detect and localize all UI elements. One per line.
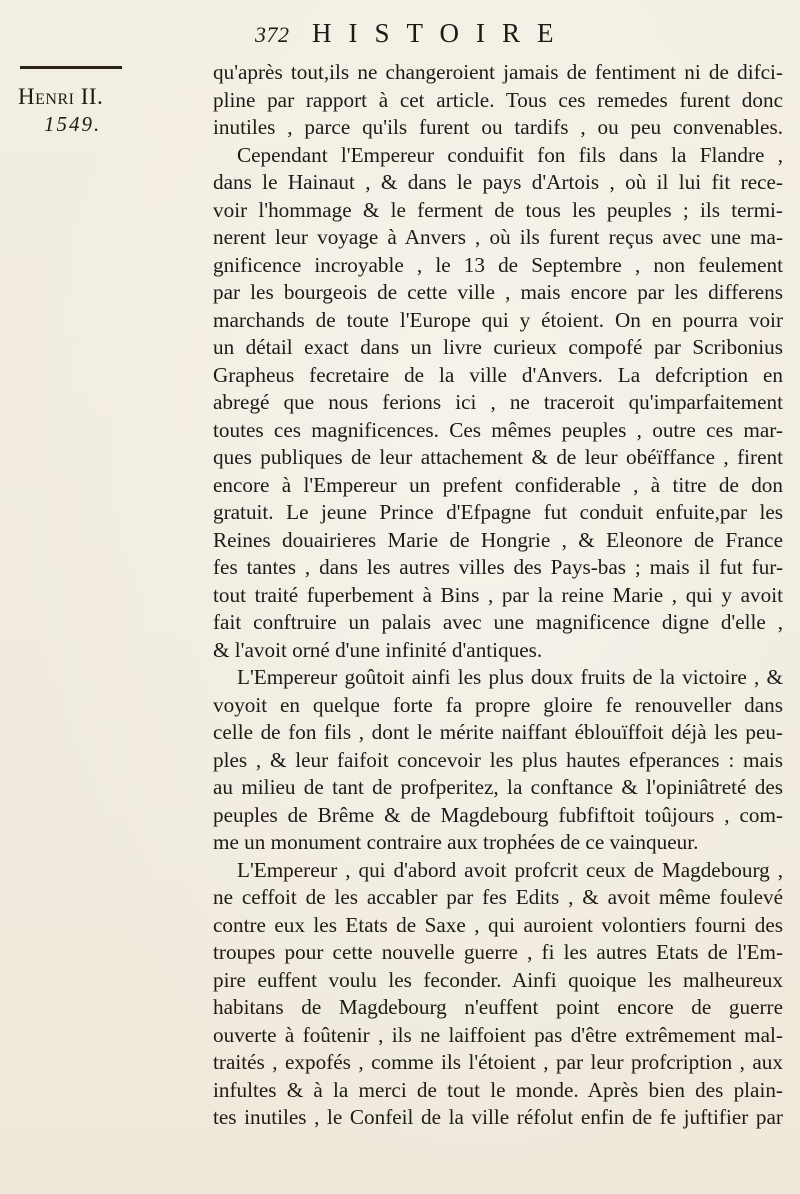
text-line: fait conftruire un palais avec une magnificence digne d'elle , xyxy=(213,610,783,634)
text-line: marchands de toute l'Europe qui y étoient. On en pourra voir xyxy=(213,307,783,332)
page-number: 372 xyxy=(255,22,290,47)
text-line: Reines douairieres Marie de Hongrie , & Eleonore de France xyxy=(213,527,783,552)
text-line: me un monument contraire aux trophées de ce vainqueur. xyxy=(213,830,699,854)
text-line: pline par rapport à cet article. Tous ces remedes furent donc xyxy=(213,87,783,112)
text-line: ne ceffoit de les accabler par fes Edits , & avoit même foulevé xyxy=(213,885,783,909)
text-line: & l'avoit orné d'une infinité d'antiques. xyxy=(213,637,543,662)
text-line: voir l'hommage & le ferment de tous les peuples ; ils termi- xyxy=(213,197,783,222)
text-line: habitans de Magdebourg n'euffent point encore de guerre xyxy=(213,995,783,1019)
text-line: contre eux les Etats de Saxe , qui auroient volontiers fourni des xyxy=(213,912,783,937)
text-line: encore à l'Empereur un prefent confiderable , à titre de don xyxy=(213,472,783,497)
text-line: peuples de Brême & de Magdebourg fubfiftoit toûjours , com- xyxy=(213,802,783,827)
text-line: traités , expofés , comme ils l'étoient , par leur profcription , aux xyxy=(213,1050,783,1074)
text-line: ques publiques de leur attachement & de leur obéïffance , firent xyxy=(213,445,783,469)
text-line: qu'après tout,ils ne changeroient jamais de fentiment ni de difci- xyxy=(213,60,783,84)
text-line: toutes ces magnificences. Ces mêmes peuples , outre ces mar- xyxy=(213,417,783,442)
running-title: HISTOIRE xyxy=(312,18,571,48)
text-line: inutiles , parce qu'ils furent ou tardifs , ou peu convenables. xyxy=(213,115,783,139)
text-line: troupes pour cette nouvelle guerre , fi les autres Etats de l'Em- xyxy=(213,940,783,964)
margin-note-king: Henri II. xyxy=(18,84,104,109)
text-line: ouverte à foûtenir , ils ne laiffoient pas d'être extrêmement mal- xyxy=(213,1022,783,1047)
text-line: fes tantes , dans les autres villes des Pays-bas ; mais il fut fur- xyxy=(213,555,783,579)
text-line: tout traité fuperbement à Bins , par la reine Marie , qui y avoit xyxy=(213,582,783,607)
text-line: par les bourgeois de cette ville , mais encore par les differens xyxy=(213,280,783,304)
text-line: L'Empereur goûtoit ainfi les plus doux fruits de la victoire , & xyxy=(237,665,783,689)
text-line: voyoit en quelque forte fa propre gloire fe renouveller dans xyxy=(213,692,783,717)
text-line: gratuit. Le jeune Prince d'Efpagne fut conduit enfuite,par les xyxy=(213,500,783,524)
text-line: L'Empereur , qui d'abord avoit profcrit ceux de Magdebourg , xyxy=(237,857,783,882)
text-line: tes inutiles , le Confeil de la ville réfolut enfin de fe juftifier par xyxy=(213,1105,783,1129)
text-line: celle de fon fils , dont le mérite naiffant éblouïffoit déjà les peu- xyxy=(213,720,783,744)
text-line: un détail exact dans un livre curieux compofé par Scribonius xyxy=(213,335,783,359)
text-line: infultes & à la merci de tout le monde. Après bien des plain- xyxy=(213,1077,783,1102)
text-line: gnificence incroyable , le 13 de Septembre , non feulement xyxy=(213,252,783,277)
text-line: ples , & leur faifoit concevoir les plus hautes efperances : mais xyxy=(213,747,783,772)
text-line: au milieu de tant de profperitez, la conftance & l'opiniâtreté des xyxy=(213,775,783,799)
text-line: Grapheus fecretaire de la ville d'Anvers. La defcription en xyxy=(213,362,783,387)
text-line: abregé que nous ferions ici , ne traceroit qu'imparfaitement xyxy=(213,390,783,414)
margin-note-year: 1549. xyxy=(44,112,102,136)
text-line: Cependant l'Empereur conduifit fon fils dans la Flandre , xyxy=(237,142,783,167)
margin-rule xyxy=(20,66,122,69)
text-line: dans le Hainaut , & dans le pays d'Artois , où il lui fit rece- xyxy=(213,170,783,194)
body-text xyxy=(213,59,783,1132)
text-line: pire euffent voulu les feconder. Ainfi quoique les malheureux xyxy=(213,967,783,992)
text-line: nerent leur voyage à Anvers , où ils furent reçus avec une ma- xyxy=(213,225,783,249)
